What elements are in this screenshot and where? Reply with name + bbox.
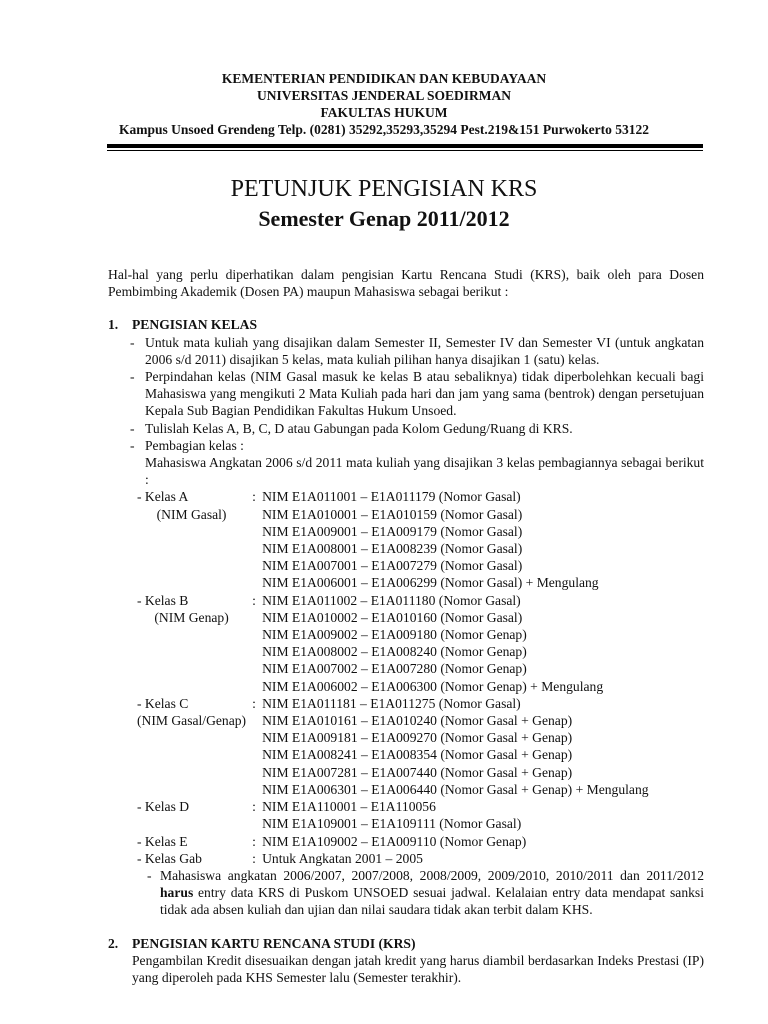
colon-separator bbox=[252, 712, 262, 729]
colon-separator: : bbox=[252, 489, 256, 505]
pembagian-label: - Pembagian kelas : bbox=[145, 437, 244, 453]
letterhead-rule-thin bbox=[107, 150, 703, 151]
class-label-empty bbox=[137, 643, 252, 660]
nim-range: NIM E1A007002 – E1A007280 (Nomor Genap) bbox=[262, 661, 527, 677]
class-label-empty bbox=[137, 729, 252, 746]
nim-range: NIM E1A007001 – E1A007279 (Nomor Gasal) bbox=[262, 558, 523, 574]
ministry-name: KEMENTERIAN PENDIDIKAN DAN KEBUDAYAAN bbox=[221, 71, 547, 86]
table-row bbox=[137, 574, 649, 591]
colon-separator bbox=[252, 729, 262, 746]
class-label: - Kelas B bbox=[137, 592, 189, 608]
table-row bbox=[137, 523, 649, 540]
class-label: - Kelas Gab bbox=[137, 850, 202, 866]
nim-range: NIM E1A010161 – E1A010240 (Nomor Gasal + Genap) bbox=[262, 713, 573, 729]
nim-range: NIM E1A006002 – E1A006300 (Nomor Genap) + Mengulang bbox=[262, 678, 604, 694]
table-row bbox=[137, 540, 649, 557]
class-label-empty bbox=[137, 660, 252, 677]
entry-note-emphasis: harus bbox=[160, 885, 194, 901]
table-row bbox=[137, 712, 649, 729]
colon-separator bbox=[252, 660, 262, 677]
table-row bbox=[137, 746, 649, 763]
class-label-empty bbox=[137, 523, 252, 540]
colon-separator bbox=[252, 609, 262, 626]
class-division-table bbox=[137, 488, 649, 866]
class-label-empty bbox=[137, 557, 252, 574]
colon-separator bbox=[252, 643, 262, 660]
nim-range: NIM E1A007281 – E1A007440 (Nomor Gasal + Genap) bbox=[262, 764, 573, 780]
entry-note-text: Mahasiswa angkatan 2006/2007, 2007/2008, 2008/2009, 2009/2010, 2010/2011 dan 2011/2012 bbox=[160, 867, 704, 883]
nim-range: Untuk Angkatan 2001 – 2005 bbox=[262, 850, 423, 866]
intro-paragraph: Hal-hal yang perlu diperhatikan dalam pengisian Kartu Rencana Studi (KRS), baik oleh para Dosen Pembimbing Akademik (Dosen PA) maupun Mahasiswa sebagai berikut : bbox=[108, 267, 704, 300]
nim-range: NIM E1A011001 – E1A011179 (Nomor Gasal) bbox=[262, 489, 521, 505]
colon-separator bbox=[252, 523, 262, 540]
nim-range: NIM E1A009002 – E1A009180 (Nomor Genap) bbox=[262, 627, 527, 643]
class-label-empty bbox=[137, 540, 252, 557]
class-sublabel: (NIM Gasal) bbox=[156, 506, 227, 522]
table-row bbox=[137, 626, 649, 643]
nim-range: NIM E1A008241 – E1A008354 (Nomor Gasal + Genap) bbox=[262, 747, 573, 763]
nim-range: NIM E1A010002 – E1A010160 (Nomor Gasal) bbox=[262, 609, 523, 625]
document-body bbox=[108, 266, 704, 986]
class-sublabel: (NIM Gasal/Genap) bbox=[137, 713, 247, 729]
class-label: - Kelas E bbox=[137, 833, 188, 849]
class-label-empty bbox=[137, 781, 252, 798]
colon-separator bbox=[252, 764, 262, 781]
table-row bbox=[137, 557, 649, 574]
nim-range: NIM E1A006301 – E1A006440 (Nomor Gasal + Genap) + Mengulang bbox=[262, 781, 649, 797]
document-subtitle: Semester Genap 2011/2012 bbox=[258, 206, 510, 231]
faculty-name: FAKULTAS HUKUM bbox=[320, 105, 448, 120]
section-1-heading bbox=[108, 316, 704, 333]
table-row bbox=[137, 764, 649, 781]
nim-range: NIM E1A008001 – E1A008239 (Nomor Gasal) bbox=[262, 541, 523, 557]
table-row bbox=[137, 506, 649, 523]
colon-separator: : bbox=[252, 799, 256, 815]
colon-separator: : bbox=[252, 695, 256, 711]
class-label: - Kelas C bbox=[137, 695, 189, 711]
list-item: - Untuk mata kuliah yang disajikan dalam Semester II, Semester IV dan Semester VI (untuk angkatan 2006 s/d 2011) disajikan 5 kelas, mata kuliah pilihan hanya disajikan 1 (satu) kelas. bbox=[130, 334, 704, 368]
section-2-number: 2. bbox=[108, 935, 119, 951]
table-row bbox=[137, 643, 649, 660]
class-label-empty bbox=[137, 815, 252, 832]
letterhead-rule-thick bbox=[107, 144, 703, 148]
colon-separator: : bbox=[252, 833, 256, 849]
nim-range: NIM E1A011181 – E1A011275 (Nomor Gasal) bbox=[262, 695, 521, 711]
table-row bbox=[137, 695, 649, 712]
colon-separator bbox=[252, 678, 262, 695]
list-item: - Perpindahan kelas (NIM Gasal masuk ke kelas B atau sebaliknya) tidak diperbolehkan kecuali bagi Mahasiswa yang mengikuti 2 Mata Kuliah pada hari dan jam yang sama (bentrok) dengan persetujuan Kepala Sub Bagian Pendidikan Fakultas Hukum Unsoed. bbox=[130, 368, 704, 420]
colon-separator bbox=[252, 540, 262, 557]
entry-note bbox=[147, 867, 704, 919]
section-2-heading bbox=[108, 935, 704, 952]
table-row bbox=[137, 781, 649, 798]
section-2-text: Pengambilan Kredit disesuaikan dengan jatah kredit yang harus diambil berdasarkan Indeks Prestasi (IP) yang diperoleh pada KHS Semester lalu (Semester terakhir). bbox=[132, 952, 704, 985]
colon-separator: : bbox=[252, 850, 256, 866]
nim-range: NIM E1A011002 – E1A011180 (Nomor Gasal) bbox=[262, 592, 521, 608]
nim-range: NIM E1A008002 – E1A008240 (Nomor Genap) bbox=[262, 644, 527, 660]
table-row bbox=[137, 850, 649, 867]
colon-separator bbox=[252, 781, 262, 798]
nim-range: NIM E1A110001 – E1A110056 bbox=[262, 799, 436, 815]
class-label-empty bbox=[137, 574, 252, 591]
table-row bbox=[137, 798, 649, 815]
list-item-pembagian bbox=[130, 437, 704, 919]
colon-separator bbox=[252, 574, 262, 591]
table-row bbox=[137, 678, 649, 695]
nim-range: NIM E1A109001 – E1A109111 (Nomor Gasal) bbox=[262, 816, 522, 832]
section-1-list bbox=[108, 334, 704, 919]
colon-separator: : bbox=[252, 592, 256, 608]
colon-separator bbox=[252, 815, 262, 832]
class-sublabel: (NIM Genap) bbox=[154, 609, 229, 625]
colon-separator bbox=[252, 626, 262, 643]
university-name: UNIVERSITAS JENDERAL SOEDIRMAN bbox=[256, 88, 512, 103]
list-item: - Tulislah Kelas A, B, C, D atau Gabungan pada Kolom Gedung/Ruang di KRS. bbox=[130, 420, 704, 437]
table-row bbox=[137, 488, 649, 505]
table-row bbox=[137, 592, 649, 609]
pembagian-intro: Mahasiswa Angkatan 2006 s/d 2011 mata kuliah yang disajikan 3 kelas pembagiannya sebagai berikut : bbox=[145, 455, 704, 488]
colon-separator bbox=[252, 506, 262, 523]
class-label-empty bbox=[137, 746, 252, 763]
entry-note-text-end: entry data KRS di Puskom UNSOED sesuai jadwal. Kelalaian entry data mendapat sanksi tidak ada absen kuliah dan ujian dan nilai saudara tidak akan terbit dalam KHS. bbox=[160, 885, 704, 918]
nim-range: NIM E1A009001 – E1A009179 (Nomor Gasal) bbox=[262, 523, 523, 539]
nim-range: NIM E1A109002 – E1A009110 (Nomor Genap) bbox=[262, 833, 527, 849]
section-2-title: PENGISIAN KARTU RENCANA STUDI (KRS) bbox=[132, 935, 416, 951]
colon-separator bbox=[252, 557, 262, 574]
table-row bbox=[137, 729, 649, 746]
class-label-empty bbox=[137, 764, 252, 781]
nim-range: NIM E1A009181 – E1A009270 (Nomor Gasal + Genap) bbox=[262, 730, 573, 746]
class-label-empty bbox=[137, 678, 252, 695]
colon-separator bbox=[252, 746, 262, 763]
document-title: PETUNJUK PENGISIAN KRS bbox=[230, 176, 538, 202]
table-row bbox=[137, 660, 649, 677]
section-1-number: 1. bbox=[108, 317, 119, 333]
table-row bbox=[137, 833, 649, 850]
class-label: - Kelas A bbox=[137, 489, 189, 505]
nim-range: NIM E1A010001 – E1A010159 (Nomor Gasal) bbox=[262, 506, 523, 522]
section-1-title: PENGISIAN KELAS bbox=[132, 317, 258, 333]
campus-address: Kampus Unsoed Grendeng Telp. (0281) 35292,35293,35294 Pest.219&151 Purwokerto 53122 bbox=[118, 122, 649, 137]
table-row bbox=[137, 815, 649, 832]
class-label-empty bbox=[137, 626, 252, 643]
class-label: - Kelas D bbox=[137, 799, 190, 815]
nim-range: NIM E1A006001 – E1A006299 (Nomor Gasal) + Mengulang bbox=[262, 575, 599, 591]
table-row bbox=[137, 609, 649, 626]
letterhead bbox=[0, 70, 768, 138]
